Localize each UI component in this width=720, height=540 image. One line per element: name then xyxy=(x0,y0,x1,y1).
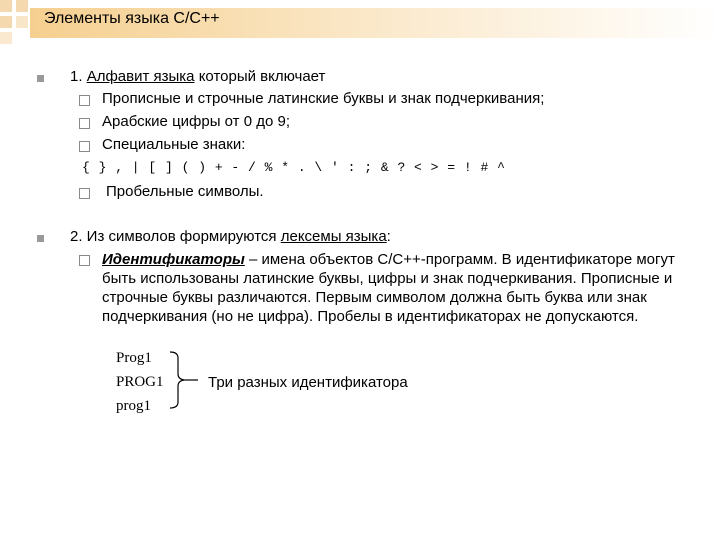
section1-rest: который включает xyxy=(194,68,326,85)
decor-square xyxy=(0,16,12,28)
identifiers-term: Идентификаторы xyxy=(102,251,245,268)
section1-item: Специальные знаки: xyxy=(102,136,246,153)
checkbox-bullet xyxy=(79,141,90,152)
checkbox-bullet xyxy=(79,118,90,129)
identifiers-paragraph xyxy=(102,250,682,326)
slide-title: Элементы языка С/С++ xyxy=(44,10,220,27)
identifiers-description: – имена объектов С/С++-программ. В идентификаторе могут быть использованы латинские буквы, цифры и знак подчеркивания. Прописные и строчные буквы различаются. Первым символом должна быть буква или знак подчеркивания (но не цифра). Пробелы в идентификаторах не допускаются. xyxy=(102,251,675,325)
identifier-example: Prog1 xyxy=(116,350,152,366)
decor-square xyxy=(16,16,28,28)
identifier-example: PROG1 xyxy=(116,374,164,390)
identifier-example: prog1 xyxy=(116,398,151,414)
section2-underlined: лексемы языка xyxy=(280,228,387,245)
section1-number: 1. xyxy=(70,68,83,85)
brace-label: Три разных идентификатора xyxy=(208,374,408,391)
section2-lead xyxy=(70,228,391,245)
special-chars: { } , | [ ] ( ) + - / % * . \ ' : ; & ? < > = ! # ^ xyxy=(82,160,505,175)
section-bullet xyxy=(37,235,44,242)
section-bullet xyxy=(37,75,44,82)
section1-item: Прописные и строчные латинские буквы и знак подчеркивания; xyxy=(102,90,545,107)
right-brace xyxy=(168,348,208,410)
checkbox-bullet xyxy=(79,95,90,106)
decor-square xyxy=(0,0,12,12)
section2-prefix: 2. Из символов формируются xyxy=(70,228,281,245)
section1-underlined: Алфавит языка xyxy=(86,68,195,85)
section1-lead xyxy=(70,68,325,85)
checkbox-bullet xyxy=(79,255,90,266)
section2-suffix: : xyxy=(386,228,391,245)
section1-last-item: Пробельные символы. xyxy=(106,183,264,200)
decor-square xyxy=(0,32,12,44)
section1-item: Арабские цифры от 0 до 9; xyxy=(102,113,290,130)
checkbox-bullet xyxy=(79,188,90,199)
decor-square xyxy=(16,0,28,12)
